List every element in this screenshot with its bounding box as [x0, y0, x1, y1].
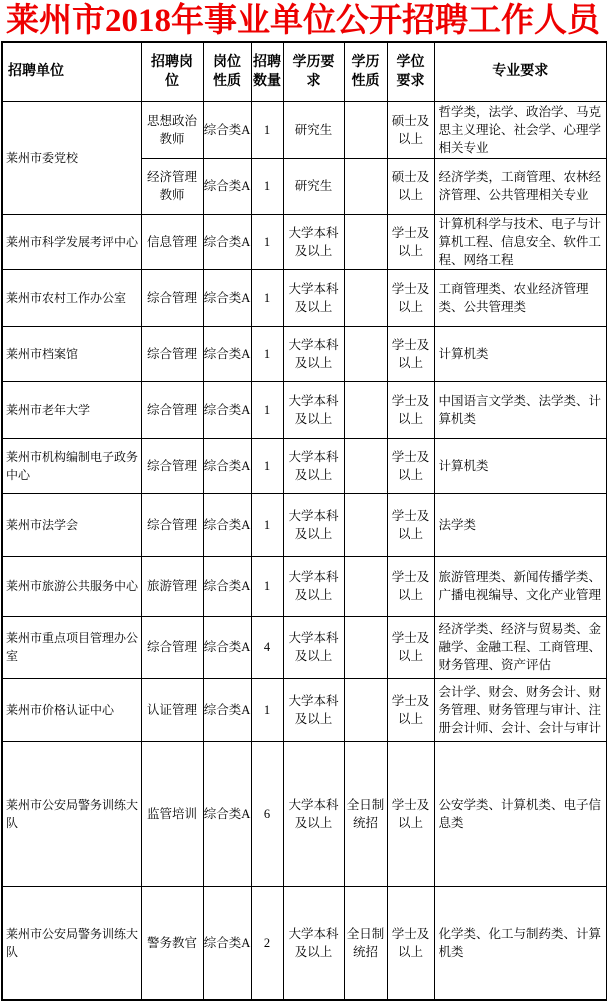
cell-count: 1	[251, 158, 283, 214]
cell-position: 综合管理	[141, 616, 203, 678]
table-row	[2, 381, 607, 438]
cell-education: 大学本科及以上	[283, 493, 344, 556]
cell-edu-nature	[344, 381, 387, 438]
header-count: 招聘数量	[251, 42, 283, 101]
cell-education: 大学本科及以上	[283, 381, 344, 438]
cell-position: 认证管理	[141, 678, 203, 741]
cell-position: 信息管理	[141, 214, 203, 269]
cell-education: 研究生	[283, 101, 344, 158]
cell-count: 4	[251, 616, 283, 678]
cell-position: 综合管理	[141, 326, 203, 381]
cell-position: 经济管理教师	[141, 158, 203, 214]
header-position-type: 岗位性质	[203, 42, 251, 101]
cell-position-type: 综合类A	[203, 556, 251, 616]
cell-unit: 莱州市法学会	[2, 493, 141, 556]
cell-edu-nature	[344, 493, 387, 556]
cell-education: 研究生	[283, 158, 344, 214]
cell-education: 大学本科及以上	[283, 438, 344, 493]
cell-position-type: 综合类A	[203, 886, 251, 1000]
cell-edu-nature: 全日制统招	[344, 741, 387, 886]
cell-major: 哲学类，法学、政治学、马克思主义理论、社会学、心理学相关专业	[434, 101, 607, 158]
cell-major: 会计学、财会、财务会计、财务管理、财务管理与审计、注册会计师、会计、会计与审计	[434, 678, 607, 741]
cell-unit: 莱州市公安局警务训练大队	[2, 741, 141, 886]
cell-position: 思想政治教师	[141, 101, 203, 158]
cell-education: 大学本科及以上	[283, 678, 344, 741]
cell-education: 大学本科及以上	[283, 326, 344, 381]
table-row	[2, 741, 607, 886]
cell-count: 1	[251, 269, 283, 326]
cell-position: 综合管理	[141, 269, 203, 326]
cell-unit: 莱州市重点项目管理办公室	[2, 616, 141, 678]
cell-degree: 硕士及以上	[387, 101, 434, 158]
cell-position-type: 综合类A	[203, 616, 251, 678]
cell-unit: 莱州市农村工作办公室	[2, 269, 141, 326]
cell-education: 大学本科及以上	[283, 886, 344, 1000]
table-row	[2, 101, 607, 158]
cell-major: 公安学类、计算机类、电子信息类	[434, 741, 607, 886]
header-education: 学历要求	[283, 42, 344, 101]
header-position: 招聘岗位	[141, 42, 203, 101]
cell-position: 综合管理	[141, 493, 203, 556]
cell-edu-nature	[344, 438, 387, 493]
cell-edu-nature	[344, 556, 387, 616]
table-row	[2, 214, 607, 269]
cell-major: 化学类、化工与制药类、计算机类	[434, 886, 607, 1000]
cell-position-type: 综合类A	[203, 678, 251, 741]
cell-unit: 莱州市价格认证中心	[2, 678, 141, 741]
recruitment-table	[1, 41, 607, 1001]
table-row	[2, 556, 607, 616]
cell-position-type: 综合类A	[203, 493, 251, 556]
cell-position-type: 综合类A	[203, 158, 251, 214]
cell-major: 中国语言文学类、法学类、计算机类	[434, 381, 607, 438]
table-row	[2, 678, 607, 741]
cell-unit: 莱州市档案馆	[2, 326, 141, 381]
cell-position-type: 综合类A	[203, 101, 251, 158]
cell-unit: 莱州市公安局警务训练大队	[2, 886, 141, 1000]
header-major: 专业要求	[434, 42, 607, 101]
cell-major: 经济学类、经济与贸易类、金融学、金融工程、工商管理、财务管理、资产评估	[434, 616, 607, 678]
cell-degree: 学士及以上	[387, 493, 434, 556]
table-row	[2, 326, 607, 381]
header-edu-nature: 学历性质	[344, 42, 387, 101]
table-row	[2, 493, 607, 556]
cell-edu-nature	[344, 214, 387, 269]
cell-degree: 学士及以上	[387, 886, 434, 1000]
cell-degree: 硕士及以上	[387, 158, 434, 214]
cell-edu-nature	[344, 616, 387, 678]
cell-degree: 学士及以上	[387, 214, 434, 269]
cell-degree: 学士及以上	[387, 616, 434, 678]
cell-major: 计算机类	[434, 438, 607, 493]
header-unit: 招聘单位	[2, 42, 141, 101]
cell-degree: 学士及以上	[387, 381, 434, 438]
cell-position-type: 综合类A	[203, 214, 251, 269]
cell-count: 1	[251, 556, 283, 616]
cell-edu-nature	[344, 678, 387, 741]
header-degree: 学位要求	[387, 42, 434, 101]
cell-degree: 学士及以上	[387, 269, 434, 326]
cell-unit: 莱州市科学发展考评中心	[2, 214, 141, 269]
cell-major: 工商管理类、农业经济管理类、公共管理类	[434, 269, 607, 326]
cell-position: 警务教官	[141, 886, 203, 1000]
table-row	[2, 269, 607, 326]
cell-major: 经济学类，工商管理、农林经济管理、公共管理相关专业	[434, 158, 607, 214]
cell-count: 1	[251, 493, 283, 556]
cell-position-type: 综合类A	[203, 438, 251, 493]
cell-major: 法学类	[434, 493, 607, 556]
table-row	[2, 616, 607, 678]
cell-education: 大学本科及以上	[283, 616, 344, 678]
cell-position: 监管培训	[141, 741, 203, 886]
cell-edu-nature	[344, 101, 387, 158]
cell-count: 1	[251, 381, 283, 438]
cell-unit: 莱州市老年大学	[2, 381, 141, 438]
cell-position: 综合管理	[141, 438, 203, 493]
cell-position-type: 综合类A	[203, 326, 251, 381]
cell-education: 大学本科及以上	[283, 269, 344, 326]
cell-degree: 学士及以上	[387, 741, 434, 886]
cell-education: 大学本科及以上	[283, 214, 344, 269]
cell-count: 1	[251, 326, 283, 381]
header-row	[2, 42, 607, 101]
cell-count: 1	[251, 438, 283, 493]
cell-major: 旅游管理类、新闻传播学类、广播电视编导、文化产业管理	[434, 556, 607, 616]
cell-degree: 学士及以上	[387, 326, 434, 381]
cell-position-type: 综合类A	[203, 269, 251, 326]
cell-edu-nature	[344, 326, 387, 381]
cell-position: 旅游管理	[141, 556, 203, 616]
table-row	[2, 886, 607, 1000]
cell-count: 1	[251, 101, 283, 158]
cell-unit: 莱州市机构编制电子政务中心	[2, 438, 141, 493]
cell-edu-nature	[344, 269, 387, 326]
page-title: 莱州市2018年事业单位公开招聘工作人员	[6, 3, 600, 39]
cell-degree: 学士及以上	[387, 438, 434, 493]
cell-count: 2	[251, 886, 283, 1000]
cell-degree: 学士及以上	[387, 678, 434, 741]
cell-position-type: 综合类A	[203, 741, 251, 886]
cell-edu-nature: 全日制统招	[344, 886, 387, 1000]
cell-count: 1	[251, 678, 283, 741]
cell-count: 6	[251, 741, 283, 886]
cell-count: 1	[251, 214, 283, 269]
cell-education: 大学本科及以上	[283, 556, 344, 616]
cell-position-type: 综合类A	[203, 381, 251, 438]
cell-degree: 学士及以上	[387, 556, 434, 616]
cell-education: 大学本科及以上	[283, 741, 344, 886]
cell-position: 综合管理	[141, 381, 203, 438]
cell-major: 计算机类	[434, 326, 607, 381]
cell-unit: 莱州市委党校	[2, 101, 141, 214]
cell-edu-nature	[344, 158, 387, 214]
table-row	[2, 438, 607, 493]
cell-unit: 莱州市旅游公共服务中心	[2, 556, 141, 616]
cell-major: 计算机科学与技术、电子与计算机工程、信息安全、软件工程、网络工程	[434, 214, 607, 269]
